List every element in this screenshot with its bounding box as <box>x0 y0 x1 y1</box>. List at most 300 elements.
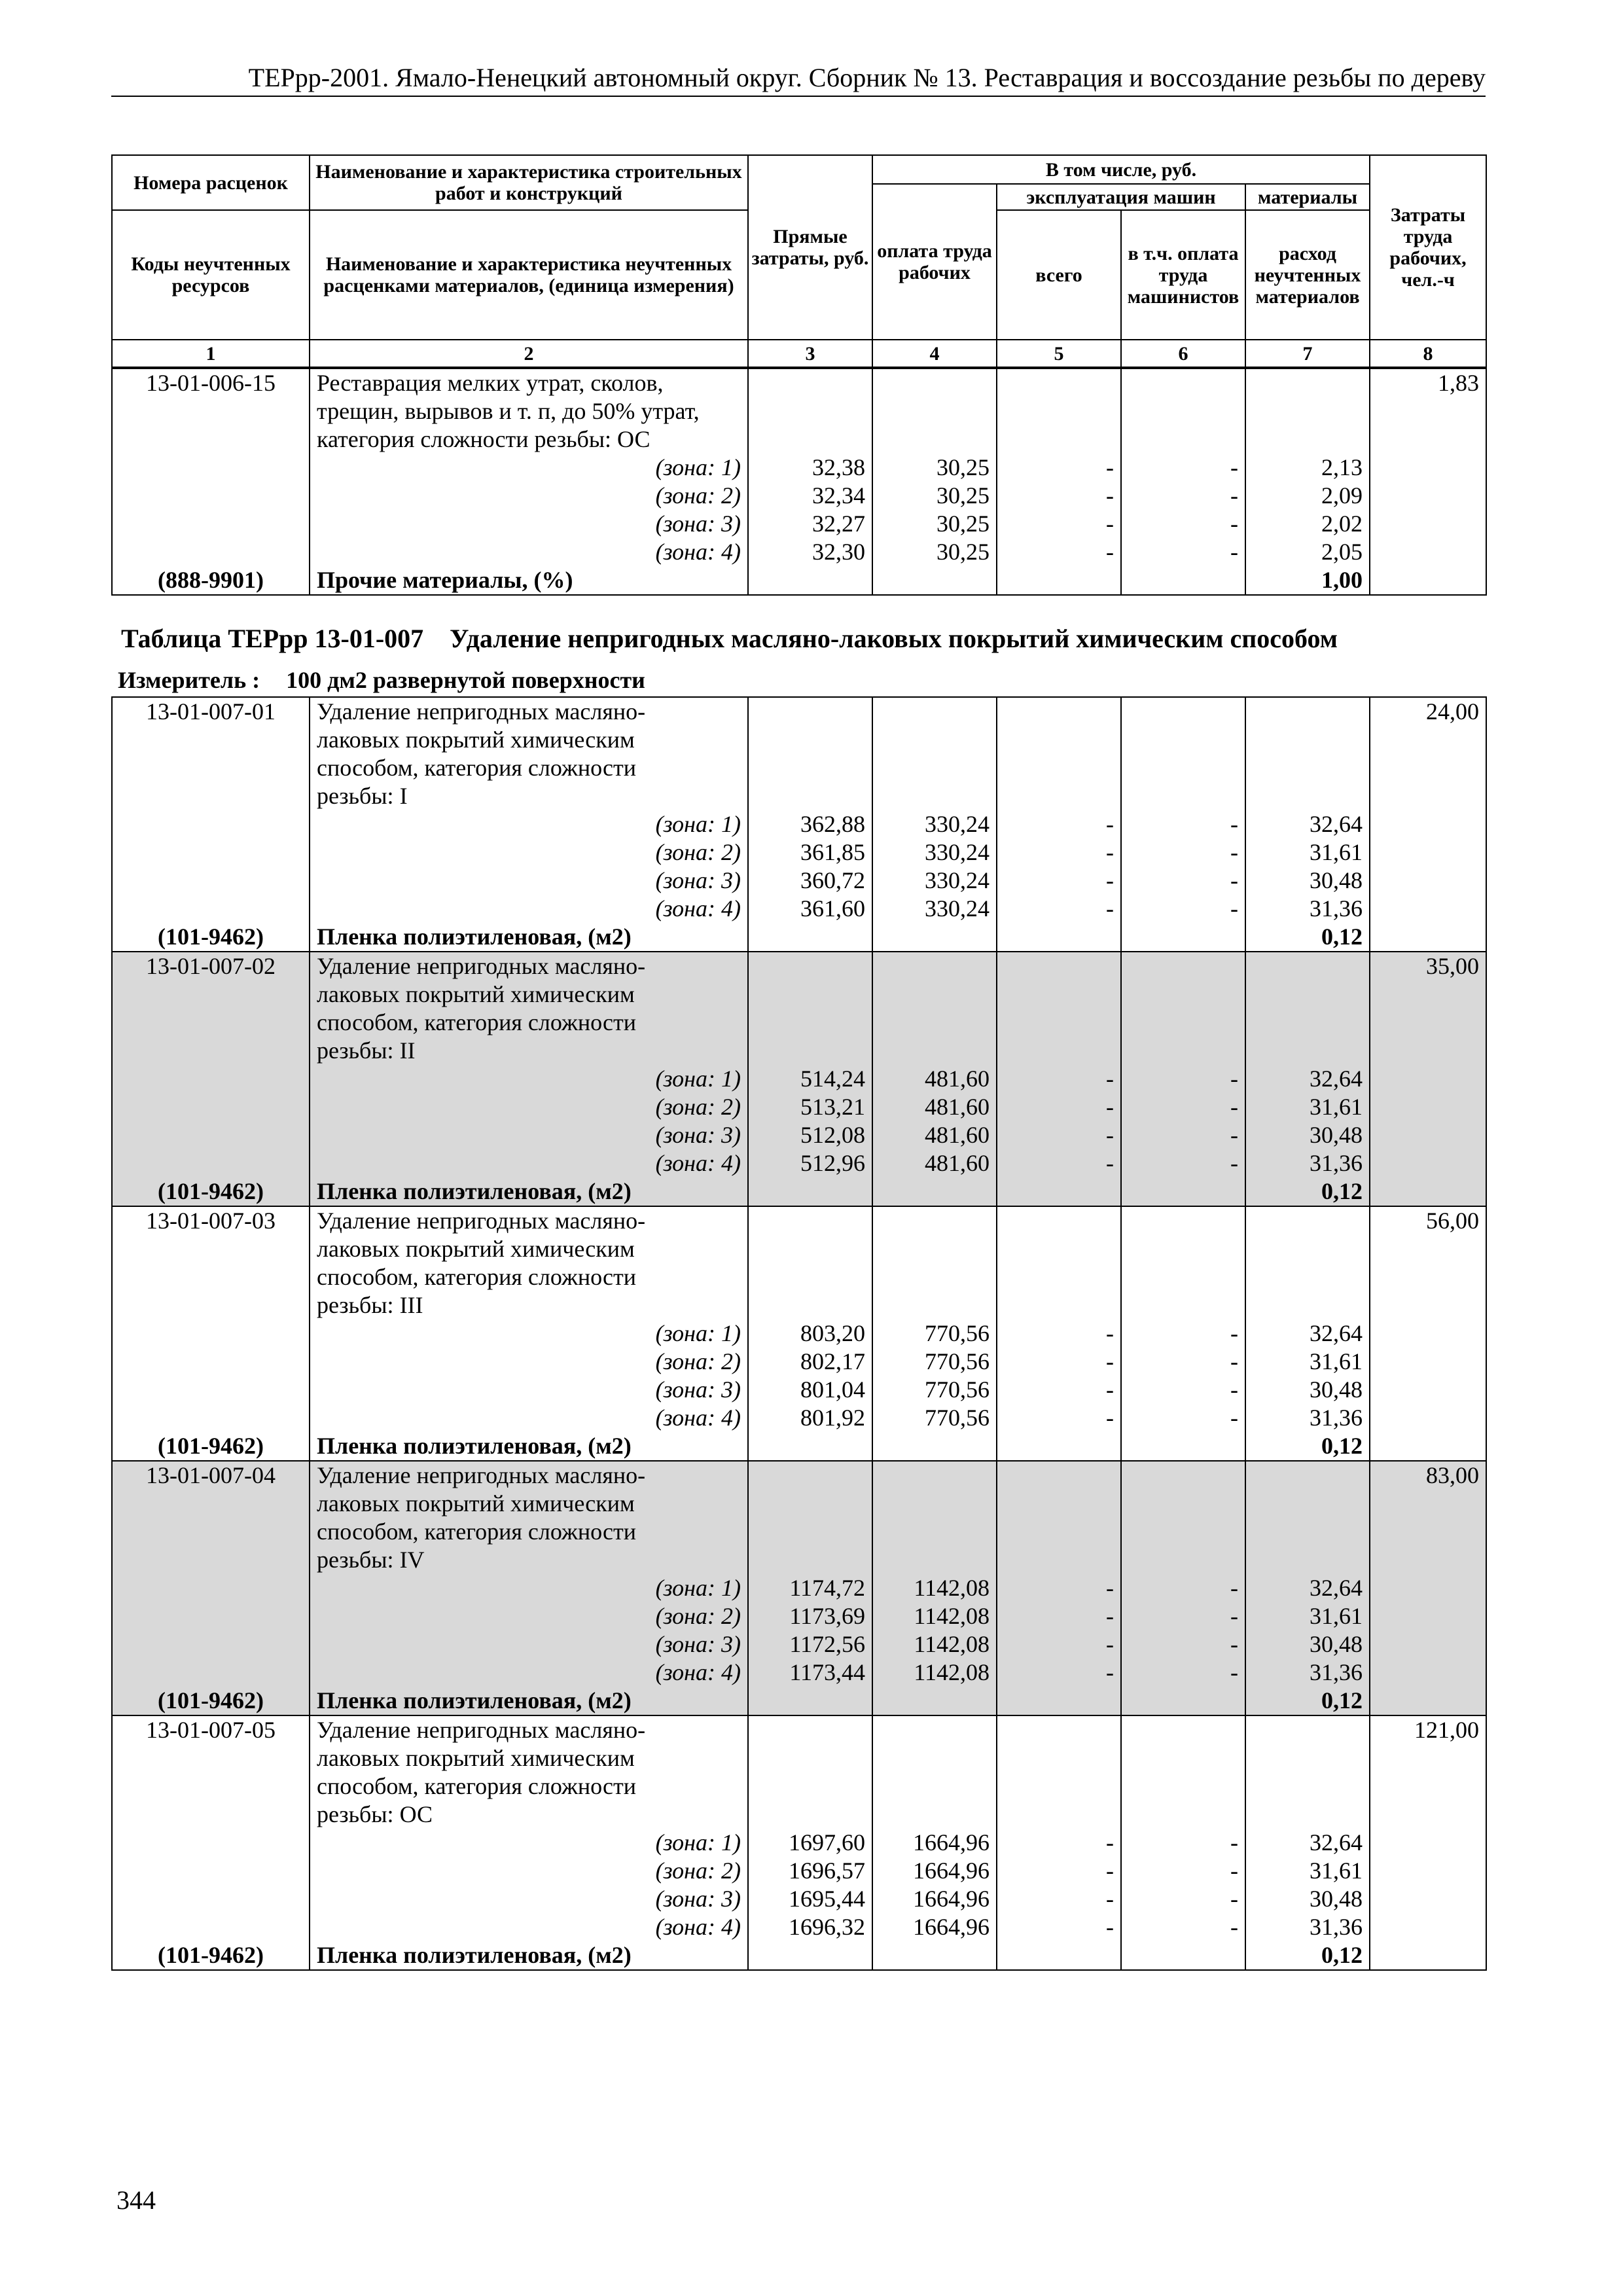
direct-cost: 1696,32 <box>748 1913 872 1941</box>
empty-cell <box>748 566 872 595</box>
empty-cell <box>872 425 997 454</box>
zone-row <box>112 1319 1486 1348</box>
machines-total: - <box>997 482 1121 510</box>
machines-total: - <box>997 1404 1121 1432</box>
rate-description: способом, категория сложности <box>310 1772 748 1801</box>
material-row <box>112 1687 1486 1715</box>
empty-cell <box>1370 1829 1486 1857</box>
rate-description: способом, категория сложности <box>310 1263 748 1291</box>
description-row <box>112 1801 1486 1829</box>
empty-cell <box>112 1235 310 1263</box>
empty-cell <box>1121 923 1245 952</box>
empty-cell <box>872 1206 997 1235</box>
empty-cell <box>112 1121 310 1149</box>
machines-wages: - <box>1121 510 1245 538</box>
material-consumption: 1,00 <box>1245 566 1370 595</box>
material-name: Пленка полиэтиленовая, (м2) <box>310 1687 748 1715</box>
column-number-row <box>112 340 1486 367</box>
wages-cost: 1142,08 <box>872 1574 997 1602</box>
empty-cell <box>1370 1037 1486 1065</box>
empty-cell <box>997 1235 1121 1263</box>
empty-cell <box>112 1404 310 1432</box>
empty-cell <box>748 754 872 782</box>
materials-cost: 31,36 <box>1245 895 1370 923</box>
empty-cell <box>1245 1009 1370 1037</box>
wages-cost: 30,25 <box>872 482 997 510</box>
empty-cell <box>748 1291 872 1319</box>
machines-total: - <box>997 1065 1121 1093</box>
rate-description: способом, категория сложности <box>310 1518 748 1546</box>
materials-cost: 32,64 <box>1245 1319 1370 1348</box>
rate-code: 13-01-007-02 <box>112 952 310 980</box>
header-direct-costs: Прямые затраты, руб. <box>748 155 872 340</box>
empty-cell <box>1245 952 1370 980</box>
zone-row <box>112 810 1486 838</box>
zone-row <box>112 838 1486 867</box>
machines-total: - <box>997 1602 1121 1630</box>
empty-cell <box>1245 1490 1370 1518</box>
empty-cell <box>112 1857 310 1885</box>
empty-cell <box>997 1432 1121 1461</box>
table-name: Удаление непригодных масляно-лаковых покрытий химическим способом <box>450 624 1338 653</box>
machines-total: - <box>997 895 1121 923</box>
materials-cost: 30,48 <box>1245 1630 1370 1659</box>
empty-cell <box>748 1687 872 1715</box>
material-consumption: 0,12 <box>1245 1432 1370 1461</box>
zone-label: (зона: 2) <box>310 838 748 867</box>
column-number: 7 <box>1245 340 1370 367</box>
page-number: 344 <box>116 2185 156 2215</box>
wages-cost: 1142,08 <box>872 1659 997 1687</box>
direct-cost: 361,85 <box>748 838 872 867</box>
empty-cell <box>748 697 872 726</box>
column-number: 1 <box>112 340 310 367</box>
zone-label: (зона: 1) <box>310 1319 748 1348</box>
description-row <box>112 1744 1486 1772</box>
rate-description: резьбы: III <box>310 1291 748 1319</box>
empty-cell <box>112 1291 310 1319</box>
material-row <box>112 1941 1486 1970</box>
empty-cell <box>872 1546 997 1574</box>
header-machines: эксплуатация машин <box>997 184 1245 210</box>
zone-label: (зона: 4) <box>310 1913 748 1941</box>
zone-label: (зона: 1) <box>310 1574 748 1602</box>
material-consumption: 0,12 <box>1245 923 1370 952</box>
empty-cell <box>1370 397 1486 425</box>
machines-total: - <box>997 1659 1121 1687</box>
empty-cell <box>748 1772 872 1801</box>
rate-description: Удаление непригодных масляно- <box>310 1715 748 1744</box>
zone-row <box>112 895 1486 923</box>
empty-cell <box>872 397 997 425</box>
empty-cell <box>112 1744 310 1772</box>
machines-wages: - <box>1121 838 1245 867</box>
empty-cell <box>112 454 310 482</box>
empty-cell <box>112 1009 310 1037</box>
materials-cost: 32,64 <box>1245 1065 1370 1093</box>
direct-cost: 362,88 <box>748 810 872 838</box>
direct-cost: 361,60 <box>748 895 872 923</box>
machines-total: - <box>997 810 1121 838</box>
direct-cost: 32,30 <box>748 538 872 566</box>
description-row <box>112 1772 1486 1801</box>
header-machines-wages: в т.ч. оплата труда машинистов <box>1121 210 1245 340</box>
empty-cell <box>112 1913 310 1941</box>
zone-row <box>112 1121 1486 1149</box>
machines-wages: - <box>1121 1602 1245 1630</box>
description-row <box>112 1546 1486 1574</box>
empty-cell <box>997 1037 1121 1065</box>
empty-cell <box>997 1546 1121 1574</box>
zone-label: (зона: 4) <box>310 1659 748 1687</box>
wages-cost: 330,24 <box>872 838 997 867</box>
zone-label: (зона: 3) <box>310 867 748 895</box>
description-row <box>112 1235 1486 1263</box>
header-name-bottom: Наименование и характеристика неучтенных расценками материалов, (единица измерения) <box>310 210 748 340</box>
machines-wages: - <box>1121 538 1245 566</box>
empty-cell <box>997 782 1121 810</box>
empty-cell <box>112 782 310 810</box>
machines-wages: - <box>1121 1829 1245 1857</box>
empty-cell <box>1370 1235 1486 1263</box>
empty-cell <box>1370 1263 1486 1291</box>
zone-row <box>112 1659 1486 1687</box>
empty-cell <box>748 1546 872 1574</box>
empty-cell <box>112 1093 310 1121</box>
empty-cell <box>112 1885 310 1913</box>
description-row <box>112 1291 1486 1319</box>
empty-cell <box>1370 1941 1486 1970</box>
empty-cell <box>112 1065 310 1093</box>
empty-cell <box>997 980 1121 1009</box>
wages-cost: 30,25 <box>872 510 997 538</box>
empty-cell <box>997 1206 1121 1235</box>
table-code: Таблица ТЕРрр 13-01-007 <box>121 624 424 653</box>
wages-cost: 1664,96 <box>872 1857 997 1885</box>
empty-cell <box>997 397 1121 425</box>
empty-cell <box>112 1263 310 1291</box>
empty-cell <box>997 425 1121 454</box>
empty-cell <box>1370 454 1486 482</box>
empty-cell <box>997 754 1121 782</box>
rate-code: 13-01-006-15 <box>112 368 310 397</box>
material-code: (101-9462) <box>112 923 310 952</box>
empty-cell <box>872 952 997 980</box>
empty-cell <box>1370 1432 1486 1461</box>
empty-cell <box>1370 980 1486 1009</box>
zone-row <box>112 510 1486 538</box>
empty-cell <box>1370 1687 1486 1715</box>
empty-cell <box>112 1602 310 1630</box>
header-codes: Коды неучтенных ресурсов <box>112 210 310 340</box>
empty-cell <box>1121 1715 1245 1744</box>
empty-cell <box>997 368 1121 397</box>
rate-description: категория сложности резьбы: ОС <box>310 425 748 454</box>
rate-code: 13-01-007-05 <box>112 1715 310 1744</box>
empty-cell <box>1245 1235 1370 1263</box>
empty-cell <box>1370 1772 1486 1801</box>
measure-line <box>118 666 645 694</box>
direct-cost: 360,72 <box>748 867 872 895</box>
machines-wages: - <box>1121 482 1245 510</box>
machines-wages: - <box>1121 867 1245 895</box>
materials-cost: 32,64 <box>1245 810 1370 838</box>
empty-cell <box>872 1235 997 1263</box>
zone-label: (зона: 1) <box>310 1065 748 1093</box>
empty-cell <box>748 1037 872 1065</box>
empty-cell <box>1245 1461 1370 1490</box>
column-number: 4 <box>872 340 997 367</box>
empty-cell <box>997 1772 1121 1801</box>
empty-cell <box>1121 1291 1245 1319</box>
empty-cell <box>1121 782 1245 810</box>
machines-wages: - <box>1121 1065 1245 1093</box>
empty-cell <box>1245 980 1370 1009</box>
empty-cell <box>1370 1744 1486 1772</box>
empty-cell <box>1245 1715 1370 1744</box>
empty-cell <box>748 1009 872 1037</box>
measure-label: Измеритель : <box>118 667 260 693</box>
direct-cost: 801,92 <box>748 1404 872 1432</box>
empty-cell <box>1370 1009 1486 1037</box>
empty-cell <box>997 952 1121 980</box>
direct-cost: 1173,44 <box>748 1659 872 1687</box>
materials-cost: 31,61 <box>1245 1857 1370 1885</box>
empty-cell <box>1370 867 1486 895</box>
wages-cost: 1142,08 <box>872 1602 997 1630</box>
wages-cost: 1664,96 <box>872 1913 997 1941</box>
empty-cell <box>112 754 310 782</box>
empty-cell <box>748 1941 872 1970</box>
empty-cell <box>748 1206 872 1235</box>
empty-cell <box>748 1263 872 1291</box>
empty-cell <box>872 1009 997 1037</box>
empty-cell <box>112 1348 310 1376</box>
machines-total: - <box>997 454 1121 482</box>
description-row <box>112 1263 1486 1291</box>
empty-cell <box>1121 1518 1245 1546</box>
rate-description: лаковых покрытий химическим <box>310 1490 748 1518</box>
rate-description: резьбы: ОС <box>310 1801 748 1829</box>
direct-cost: 801,04 <box>748 1376 872 1404</box>
materials-cost: 31,36 <box>1245 1404 1370 1432</box>
header-labor: Затраты труда рабочих, чел.-ч <box>1370 155 1486 340</box>
empty-cell <box>112 980 310 1009</box>
description-row <box>112 782 1486 810</box>
wages-cost: 481,60 <box>872 1065 997 1093</box>
description-row <box>112 726 1486 754</box>
empty-cell <box>748 425 872 454</box>
empty-cell <box>1121 1235 1245 1263</box>
materials-cost: 30,48 <box>1245 1885 1370 1913</box>
empty-cell <box>112 1319 310 1348</box>
empty-cell <box>872 1291 997 1319</box>
machines-total: - <box>997 1348 1121 1376</box>
machines-wages: - <box>1121 1857 1245 1885</box>
empty-cell <box>112 538 310 566</box>
materials-cost: 30,48 <box>1245 867 1370 895</box>
column-header-table <box>111 154 1487 368</box>
empty-cell <box>112 1659 310 1687</box>
empty-cell <box>1370 838 1486 867</box>
empty-cell <box>872 1177 997 1206</box>
materials-cost: 31,61 <box>1245 1348 1370 1376</box>
empty-cell <box>1121 1744 1245 1772</box>
empty-cell <box>112 482 310 510</box>
zone-label: (зона: 4) <box>310 538 748 566</box>
machines-wages: - <box>1121 454 1245 482</box>
material-code: (101-9462) <box>112 1941 310 1970</box>
rate-description: Удаление непригодных масляно- <box>310 1461 748 1490</box>
empty-cell <box>748 1490 872 1518</box>
empty-cell <box>112 510 310 538</box>
empty-cell <box>748 1801 872 1829</box>
direct-cost: 32,34 <box>748 482 872 510</box>
rate-code: 13-01-007-04 <box>112 1461 310 1490</box>
empty-cell <box>748 726 872 754</box>
empty-cell <box>997 1461 1121 1490</box>
empty-cell <box>1121 368 1245 397</box>
empty-cell <box>748 368 872 397</box>
empty-cell <box>997 1263 1121 1291</box>
empty-cell <box>112 397 310 425</box>
empty-cell <box>872 566 997 595</box>
empty-cell <box>997 1177 1121 1206</box>
empty-cell <box>748 1235 872 1263</box>
empty-cell <box>1121 1263 1245 1291</box>
empty-cell <box>1121 726 1245 754</box>
zone-row <box>112 1829 1486 1857</box>
rate-row <box>112 1206 1486 1235</box>
empty-cell <box>1245 1772 1370 1801</box>
zone-label: (зона: 4) <box>310 1404 748 1432</box>
empty-cell <box>1245 1801 1370 1829</box>
direct-cost: 1696,57 <box>748 1857 872 1885</box>
empty-cell <box>1370 1404 1486 1432</box>
rate-row <box>112 1715 1486 1744</box>
rate-description: Удаление непригодных масляно- <box>310 952 748 980</box>
wages-cost: 330,24 <box>872 895 997 923</box>
empty-cell <box>1245 397 1370 425</box>
empty-cell <box>1121 1206 1245 1235</box>
materials-cost: 31,36 <box>1245 1149 1370 1177</box>
empty-cell <box>1370 1376 1486 1404</box>
previous-table <box>111 368 1487 596</box>
empty-cell <box>1245 1546 1370 1574</box>
rate-row <box>112 697 1486 726</box>
material-code: (101-9462) <box>112 1687 310 1715</box>
zone-row <box>112 1574 1486 1602</box>
empty-cell <box>1121 1490 1245 1518</box>
description-row <box>112 1037 1486 1065</box>
direct-cost: 513,21 <box>748 1093 872 1121</box>
empty-cell <box>1370 1801 1486 1829</box>
materials-cost: 31,36 <box>1245 1913 1370 1941</box>
material-row <box>112 1432 1486 1461</box>
empty-cell <box>112 810 310 838</box>
direct-cost: 32,27 <box>748 510 872 538</box>
materials-cost: 30,48 <box>1245 1376 1370 1404</box>
machines-total: - <box>997 1376 1121 1404</box>
machines-total: - <box>997 1857 1121 1885</box>
zone-row <box>112 1093 1486 1121</box>
empty-cell <box>1121 1177 1245 1206</box>
zone-label: (зона: 2) <box>310 1857 748 1885</box>
wages-cost: 481,60 <box>872 1093 997 1121</box>
empty-cell <box>1121 397 1245 425</box>
empty-cell <box>1121 697 1245 726</box>
empty-cell <box>997 697 1121 726</box>
materials-cost: 31,36 <box>1245 1659 1370 1687</box>
empty-cell <box>1245 425 1370 454</box>
empty-cell <box>1121 1941 1245 1970</box>
empty-cell <box>997 566 1121 595</box>
empty-cell <box>112 1149 310 1177</box>
empty-cell <box>748 1432 872 1461</box>
empty-cell <box>112 726 310 754</box>
empty-cell <box>872 1263 997 1291</box>
empty-cell <box>1370 1291 1486 1319</box>
empty-cell <box>1121 1687 1245 1715</box>
empty-cell <box>1370 1177 1486 1206</box>
machines-total: - <box>997 1319 1121 1348</box>
empty-cell <box>1121 1546 1245 1574</box>
empty-cell <box>1370 1602 1486 1630</box>
rate-description: Удаление непригодных масляно- <box>310 1206 748 1235</box>
material-name: Прочие материалы, (%) <box>310 566 748 595</box>
header-materials-unaccounted: расход неучтенных материалов <box>1245 210 1370 340</box>
rate-description: способом, категория сложности <box>310 1009 748 1037</box>
measure-value: 100 дм2 развернутой поверхности <box>286 667 645 693</box>
empty-cell <box>1245 1037 1370 1065</box>
empty-cell <box>1121 1009 1245 1037</box>
machines-total: - <box>997 867 1121 895</box>
machines-wages: - <box>1121 1376 1245 1404</box>
rate-description: лаковых покрытий химическим <box>310 726 748 754</box>
labor-cost: 121,00 <box>1370 1715 1486 1744</box>
empty-cell <box>748 952 872 980</box>
zone-row <box>112 1149 1486 1177</box>
empty-cell <box>112 1037 310 1065</box>
material-name: Пленка полиэтиленовая, (м2) <box>310 923 748 952</box>
empty-cell <box>997 726 1121 754</box>
machines-wages: - <box>1121 895 1245 923</box>
empty-cell <box>872 368 997 397</box>
empty-cell <box>1245 368 1370 397</box>
machines-total: - <box>997 838 1121 867</box>
empty-cell <box>748 923 872 952</box>
empty-cell <box>1245 1744 1370 1772</box>
zone-label: (зона: 2) <box>310 1602 748 1630</box>
empty-cell <box>1245 697 1370 726</box>
wages-cost: 1664,96 <box>872 1885 997 1913</box>
empty-cell <box>748 782 872 810</box>
empty-cell <box>1370 726 1486 754</box>
empty-cell <box>112 1801 310 1829</box>
empty-cell <box>872 697 997 726</box>
wages-cost: 30,25 <box>872 454 997 482</box>
machines-total: - <box>997 1913 1121 1941</box>
empty-cell <box>872 754 997 782</box>
labor-cost: 83,00 <box>1370 1461 1486 1490</box>
header-machines-total: всего <box>997 210 1121 340</box>
description-row <box>112 980 1486 1009</box>
machines-total: - <box>997 1149 1121 1177</box>
table-title <box>121 623 1338 654</box>
empty-cell <box>872 1490 997 1518</box>
empty-cell <box>1245 1263 1370 1291</box>
material-row <box>112 566 1486 595</box>
